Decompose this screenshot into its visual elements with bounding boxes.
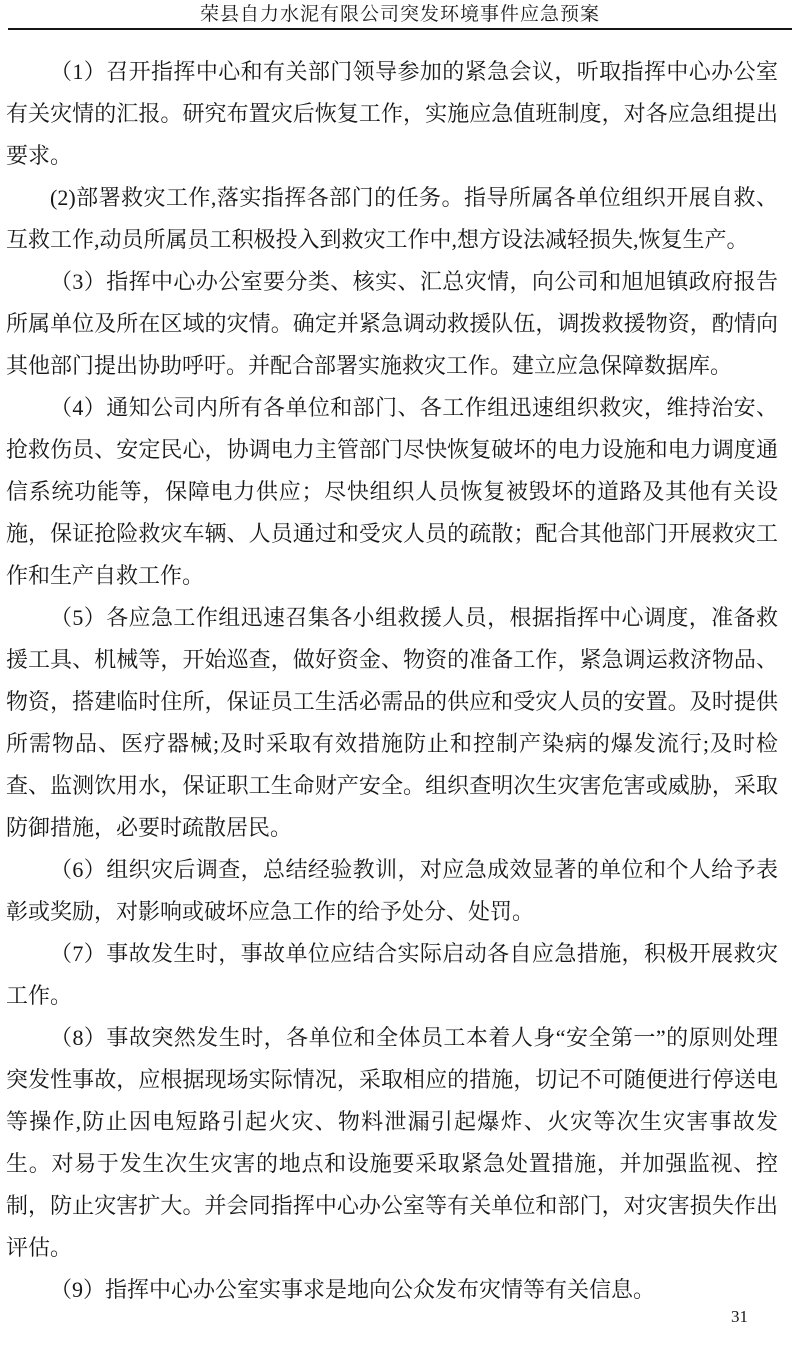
paragraph-8: （8）事故突然发生时，各单位和全体员工本着人身“安全第一”的原则处理突发性事故，应根据现场实际情况，采取相应的措施，切记不可随便进行停送电等操作,防止因电短路引起火灾、物料泄漏引起爆炸、火灾等次生灾害事故发生。对易于发生次生灾害的地点和设施要采取紧急处置措施，并加强监视、控制，防止灾害扩大。并会同指挥中心办公室等有关单位和部门，对灾害损失作出评估。 bbox=[6, 1025, 778, 1260]
document-body bbox=[6, 51, 778, 1311]
paragraph-9: （9）指挥中心办公室实事求是地向公众发布灾情等有关信息。 bbox=[50, 1277, 656, 1302]
paragraph-6: （6）组织灾后调查，总结经验教训，对应急成效显著的单位和个人给予表彰或奖励，对影响或破坏应急工作的给予处分、处罚。 bbox=[6, 857, 778, 924]
paragraph-2: (2)部署救灾工作,落实指挥各部门的任务。指导所属各单位组织开展自救、互救工作,动员所属员工积极投入到救灾工作中,想方设法减轻损失,恢复生产。 bbox=[6, 185, 778, 252]
page-header-title: 荣县自力水泥有限公司突发环境事件应急预案 bbox=[199, 4, 600, 25]
paragraph-4: （4）通知公司内所有各单位和部门、各工作组迅速组织救灾，维持治安、抢救伤员、安定民心，协调电力主管部门尽快恢复破坏的电力设施和电力调度通信系统功能等，保障电力供应；尽快组织人员恢复被毁坏的道路及其他有关设施，保证抢险救灾车辆、人员通过和受灾人员的疏散；配合其他部门开展救灾工作和生产自救工作。 bbox=[6, 395, 778, 588]
paragraph-1: （1）召开指挥中心和有关部门领导参加的紧急会议，听取指挥中心办公室有关灾情的汇报。研究布置灾后恢复工作，实施应急值班制度，对各应急组提出要求。 bbox=[6, 59, 778, 168]
paragraph-3: （3）指挥中心办公室要分类、核实、汇总灾情，向公司和旭旭镇政府报告所属单位及所在区域的灾情。确定并紧急调动救援队伍，调拨救援物资，酌情向其他部门提出协助呼吁。并配合部署实施救灾工作。建立应急保障数据库。 bbox=[6, 269, 778, 378]
header-divider bbox=[8, 28, 792, 30]
page-header bbox=[0, 0, 800, 30]
paragraph-5: （5）各应急工作组迅速召集各小组救援人员，根据指挥中心调度，准备救援工具、机械等，开始巡查，做好资金、物资的准备工作，紧急调运救济物品、物资，搭建临时住所，保证员工生活必需品的供应和受灾人员的安置。及时提供所需物品、医疗器械;及时采取有效措施防止和控制产染病的爆发流行;及时检查、监测饮用水，保证职工生命财产安全。组织查明次生灾害危害或威胁，采取防御措施，必要时疏散居民。 bbox=[6, 605, 778, 840]
page-number: 31 bbox=[731, 1307, 748, 1326]
paragraph-7: （7）事故发生时，事故单位应结合实际启动各自应急措施，积极开展救灾工作。 bbox=[6, 941, 778, 1008]
